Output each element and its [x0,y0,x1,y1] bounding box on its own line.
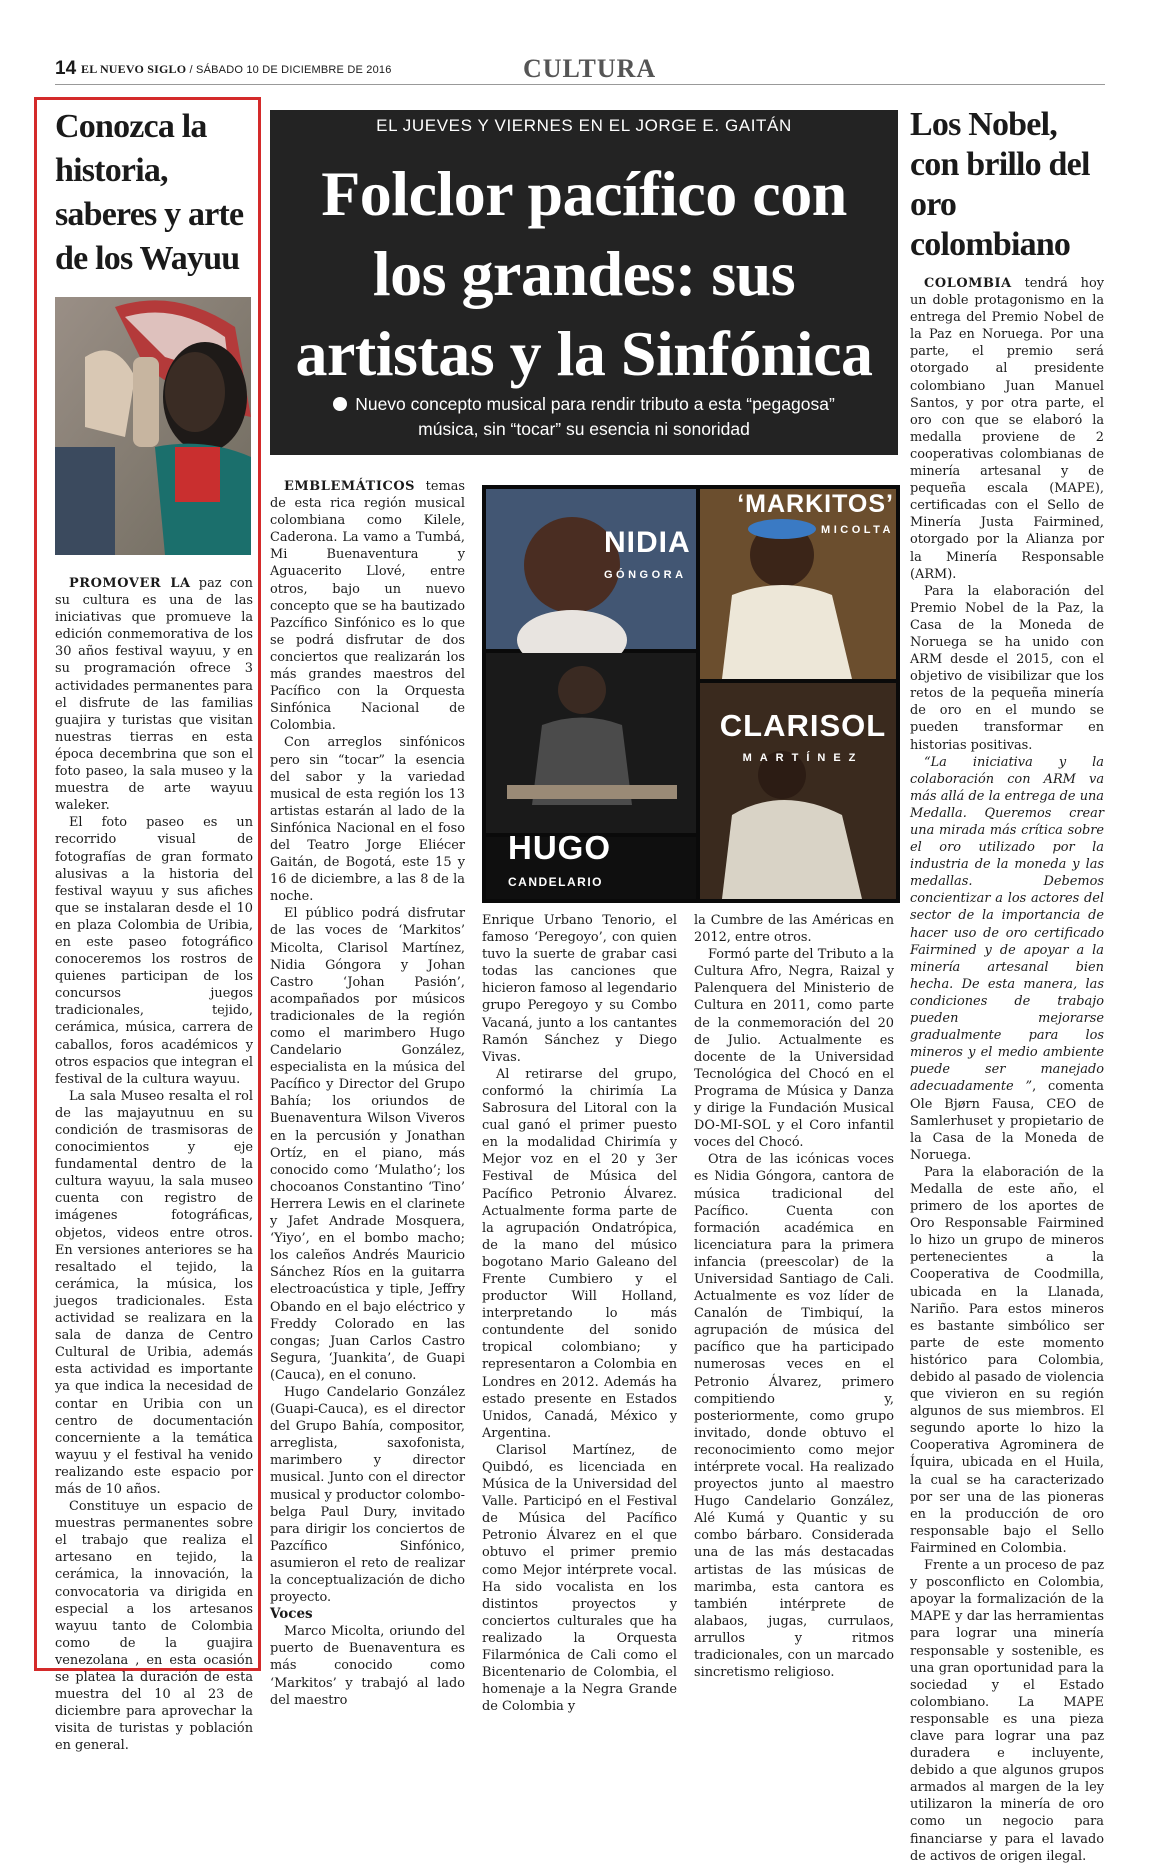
lead-paragraph-9: la Cumbre de las Américas en 2012, entre otros. [694,913,894,946]
wayuu-woman-photo [55,297,251,555]
wayuu-lead: PROMOVER LA [69,576,191,591]
nobel-paragraph-4: Para la elaboración de la Medalla de este año, el primero de los aportes de Oro Responsable Fairmined lo hizo un grupo de mineros pertenecientes a la Cooperativa de Coodmilla, ubicada en la Llanada, Nariño. Para estos mineros es bastante simbólico ser parte de este momento histórico para Colombia, debido al pasado de violencia que vivieron en su región algunos de sus miembros. El segundo aporte lo hizo la Cooperativa Agrominera de Íquira, ubicada en el Huila, la cual se ha caracterizado por ser una de las pioneras en la producción de oro responsable bajo el Sello Fairmined en Colombia. [910,1164,1104,1556]
lead-paragraph-6: Enrique Urbano Tenorio, el famoso ‘Peregoyo’, con quien tuvo la suerte de grabar casi todas las canciones que hicieron famoso al legendario grupo Peregoyo y su Combo Vacaná, junto a los cantantes Ramón Sánchez y Diego Vivas. [482,913,677,1065]
lead-paragraph-3: El público podrá disfrutar de las voces de ‘Markitos’ Micolta, Clarisol Martínez, Nidia Góngora y Johan Castro ‘Johan Pasión’, acompañados por músicos tradicionales de la región como el marimbero Hugo Candelario González, especialista en la música del Pacífico y Director del Grupo Bahía; los oriundos de Buenaventura Wilson Viveros en la percusión y Jonathan Ortíz, en el piano, más conocido como ‘Mulatho’; los chocoanos Constantino ‘Tino’ Herrera Lewis en el clarinete y Jafet Andrade Mosquera, ‘Yiyo’, en el bombo macho; los caleños Andrés Mauricio Sánchez Ríos en la guitarra electroacústica y tiple, Jeffry Obando en el bajo eléctrico y Freddy Colorado en las congas; Juan Carlos Castro Segura, ‘Juankita’, de Guapi (Cauca), en el conuno. [270,906,465,1383]
lead-paragraph-1: EMBLEMÁTICOS temas de esta rica región musical colombiana como Kilele, Caderona. La vamo a Tumbá, Mi Buenaventura y Aguacerito Llové, entre otros, bajo un nuevo concepto que se ha bautizado Pazcífico Sinfónico es lo que se podrá disfrutar de dos conciertos que realizarán los más grandes maestros del Pacífico con la Orquesta Sinfónica Nacional de Colombia. [270,479,465,734]
label-nidia: NIDIA GÓNGORA [604,526,691,581]
lead-paragraph-7: Al retirarse del grupo, conformó la chirimía La Sabrosura del Litoral con la cual ganó el primer puesto en la modalidad Chirimía y Mejor voz en el 20 y 3er Festival de Música del Pacífico Petronio Álvarez. Actualmente forma parte de la agrupación Ondatrópica, de la mano del músico bogotano Mario Galeano del Frente Cumbiero y el productor Will Holland, interpretando lo más contundente del sonido tropical colombiano; y representaron a Colombia en Londres en 2012. Además ha estado presente en Estados Unidos, Canadá, México y Argentina. [482,1066,677,1441]
nobel-paragraph-3: “La iniciativa y la colaboración con ARM va más allá de la entrega de una Medalla. Queremos crear una mirada más crítica sobre el oro utilizado por la industria de la moneda y las medallas. Debemos concientizar a los actores del sector de la importancia de hacer uso de oro certificado Fairmined y de apoyar a la minería artesanal bien hecha. De esta manera, las condiciones de trabajo pueden mejorarse gradualmente para los mineros y el medio ambiente puede ser manejado adecuadamente ”, comenta Ole Bjørn Fausa, CEO de Samlerhuset y propietario de la Casa de la Moneda de Noruega. [910,754,1104,1163]
wayuu-paragraph-2: El foto paseo es un recorrido visual de fotografías de gran formato alusivas a la historia del festival wayuu y sus afiches que se instalaran desde el 10 en plaza Colombia de Uribia, en este paseo fotográfico conoceremos los rostros de quienes participan de los concursos juegos tradicionales, tejido, cerámica, música, carrera de caballos, foros académicos y otros espacios que integran el festival de la cultura wayuu. [55,815,253,1087]
label-hugo: HUGO CANDELARIO [508,829,611,889]
lead-paragraph-11: Otra de las icónicas voces es Nidia Góngora, cantora de música tradicional del Pacífico. Cuenta con formación académica en licenciatura para la primera infancia (preescolar) de la Universidad Santiago de Cali. Actualmente es voz líder de Canalón de Timbiquí, la agrupación de música del pacífico que ha participado numerosas veces en el Petronio Álvarez, primero compitiendo y, posteriormente, como grupo invitado, donde obtuvo el reconocimiento como mejor intérprete vocal. Ha realizado proyectos junto al maestro Hugo Candelario González, Alé Kumá y Quantic y su combo bárbaro. Considerada una de las más destacadas artistas de las músicas de marimba, esta cantora es también intérprete de alabaos, jugas, currulaos, arrullos y ritmos tradicionales, con un marcado sincretismo religioso. [694,1152,894,1681]
dek: Nuevo concepto musical para rendir tributo a esta “pegagosa” música, sin “tocar” su esencia ni sonoridad [270,392,898,442]
wayuu-paragraph-1: PROMOVER LA paz con su cultura es una de las iniciativas que promueve la edición conmemorativa de los 30 años festival wayuu, y en su programación ofrece 3 actividades permanentes para el disfrute de las familias guajira y turistas que visitan nuestras tierras en esta época decembrina que son el foto paseo, la sala museo y la muestra de arte wayuu waleker. [55,576,253,814]
wayuu-headline: Conozca la historia, saberes y arte de los Wayuu [55,108,244,277]
lead-story-column-3 [694,912,894,1681]
nobel-headline: Los Nobel, con brillo del oro colombiano [910,106,1090,263]
lead-story-lead: EMBLEMÁTICOS [284,479,416,494]
lead-story-column-2 [482,912,677,1715]
section-title: CULTURA [523,54,657,83]
lead-paragraph-2: Con arreglos sinfónicos pero sin “tocar” la esencia del sabor y la variedad musical de esta región los 13 artistas estarán al lado de la Sinfónica Nacional en el foso del Teatro Jorge Eliécer Gaitán, de Bogotá, este 15 y 16 de diciembre, a las 8 de la noche. [270,735,465,905]
kicker: EL JUEVES Y VIERNES EN EL JORGE E. GAITÁN [376,116,792,135]
lead-story-banner [270,110,898,455]
nobel-paragraph-2: Para la elaboración del Premio Nobel de la Paz, la Casa de la Moneda de Noruega se ha unido con ARM desde el 2015, con el objetivo de visibilizar que los retos de la pequeña minería de oro en el mundo se pueden transformar en historias positivas. [910,583,1104,753]
bullet-icon [333,397,347,411]
label-markitos: ‘MARKITOS’ MICOLTA [737,490,894,536]
wayuu-paragraph-4: Constituye un espacio de muestras permanentes sobre el trabajo que realiza el artesano en tejido, la cerámica, la innovación, la convocatoria va dirigida en especial a los artesanos wayuu tanto de Colombia como de la guajira venezolana , en esta ocasión se platea la duración de esta muestra del 10 al 23 de diciembre para aprovechar la visita de turistas y población en general. [55,1499,253,1754]
page-header [55,54,1105,85]
lead-headline: Folclor pacífico con los grandes: sus artistas y la Sinfónica [295,158,873,389]
issue-date: / SÁBADO 10 DE DICIEMBRE DE 2016 [189,64,392,76]
nobel-article [910,275,1104,1865]
lead-paragraph-4: Hugo Candelario González (Guapi-Cauca), es el director del Grupo Bahía, compositor, arreglista, saxofonista, marimbero y director musical. Junto con el director musical y productor colombo-belga Paul Dury, invitado para dirigir los conciertos de Pazcífico Sinfónico, asumieron el reto de realizar la conceptualización de dicho proyecto. [270,1384,465,1606]
lead-paragraph-5: Marco Micolta, oriundo del puerto de Buenaventura es más conocido como ‘Markitos’ y trabajó al lado del maestro [270,1624,465,1708]
subhead-voces: Voces [270,1606,313,1623]
nobel-paragraph-1: COLOMBIA tendrá hoy un doble protagonismo en la entrega del Premio Nobel de la Paz en Noruega. Por una parte, el premio será otorgado al presidente colombiano Juan Manuel Santos, y por otra parte, el oro con que se elaboró la medalla proviene de 2 cooperativas colombianas de minería artesanal y de pequeña escala (MAPE), certificadas con el Sello de Minería Justa Fairmined, otorgado por la Alianza por la Minería Responsable (ARM). [910,276,1104,582]
lead-story-column-1 [270,478,465,1709]
artists-photo-collage [482,485,900,903]
label-clarisol: CLARISOL MARTÍNEZ [719,708,887,764]
wayuu-paragraph-3: La sala Museo resalta el rol de las majayutnuu en su condición de trasmisoras de conocimientos y eje fundamental dentro de la cultura wayuu, la sala museo cuenta con registro de imágenes fotográficas, objetos, videos entre otros. En versiones anteriores se ha resaltado el tejido, la cerámica, la música, los juegos tradicionales. Esta actividad se realizara en la sala de danza de Centro Cultural de Uribia, además esta actividad es importante ya que indica la necesidad de contar en Uribia con un centro de documentación concerniente a la temática wayuu y el festival ha venido realizando este espacio por más de 10 años. [55,1088,253,1497]
wayuu-article [55,575,253,1754]
lead-paragraph-8: Clarisol Martínez, de Quibdó, es licenciada en Música de la Universidad del Valle. Participó en el Festival de Música del Pacífico Petronio Álvarez en el que obtuvo el primer premio como Mejor intérprete vocal. Ha sido vocalista en los distintos proyectos y conciertos culturales que ha realizado la Orquesta Filarmónica de Cali como el Bicentenario de Colombia, el homenaje a la Negra Grande de Colombia y [482,1442,677,1715]
paper-name: EL NUEVO SIGLO [81,62,187,76]
masthead [81,62,392,77]
page-number: 14 [55,58,77,79]
nobel-lead: COLOMBIA [924,276,1012,291]
nobel-paragraph-5: Frente a un proceso de paz y posconflicto en Colombia, apoyar la formalización de la MAPE y dar las herramientas para lograr una minería responsable y sostenible, es una gran oportunidad para la sociedad y el Estado colombiano. La MAPE responsable es una pieza clave para lograr una paz duradera e incluyente, debido a que algunos grupos armados al margen de la ley utilizaron la minería de oro como un negocio para financiarse y para el lavado de activos de origen ilegal. [910,1558,1104,1864]
lead-paragraph-10: Formó parte del Tributo a la Cultura Afro, Negra, Raizal y Palenquera del Ministerio de Cultura en 2011, como parte de la conmemoración del 20 de Julio. Actualmente es docente de la Universidad Tecnológica del Chocó en el Programa de Música y Danza y dirige la Fundación Musical DO-MI-SOL y el Coro infantil voces del Chocó. [694,947,894,1151]
